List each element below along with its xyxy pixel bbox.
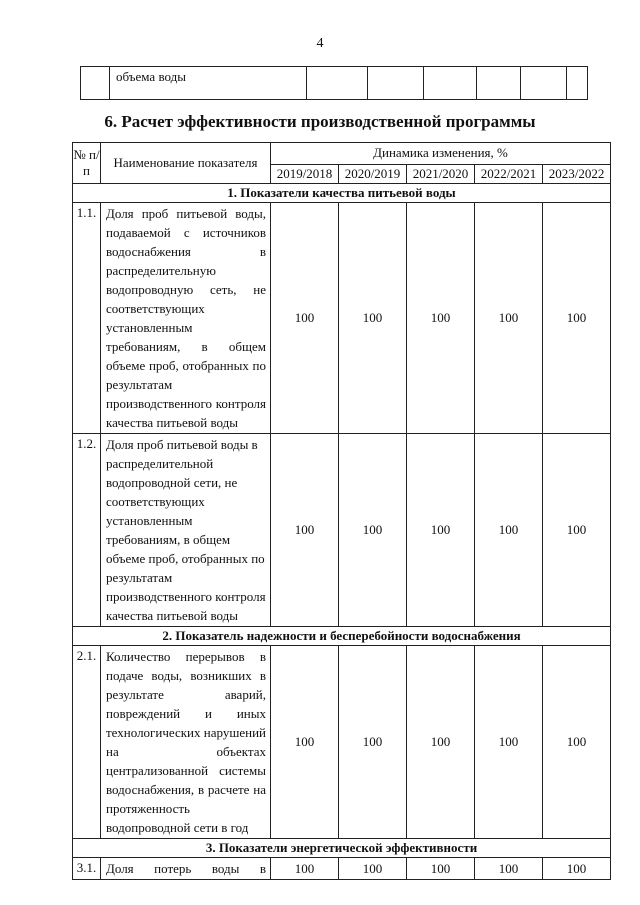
value-cell: 100 <box>407 646 475 839</box>
value-cell: 100 <box>543 858 611 880</box>
fragment-cell <box>81 67 110 100</box>
period-header: 2021/2020 <box>407 164 475 183</box>
page-number: 4 <box>316 36 324 51</box>
value-cell: 100 <box>475 646 543 839</box>
value-cell: 100 <box>407 434 475 627</box>
period-header: 2022/2021 <box>475 164 543 183</box>
col-dynamics-header: Динамика изменения, % <box>271 143 611 165</box>
value-cell: 100 <box>271 646 339 839</box>
period-header: 2019/2018 <box>271 164 339 183</box>
value-cell: 100 <box>475 203 543 434</box>
fragment-cell <box>368 67 424 100</box>
row-number: 3.1. <box>73 858 101 880</box>
row-name: Доля потерь воды в <box>101 858 271 880</box>
value-cell: 100 <box>339 203 407 434</box>
fragment-cell <box>567 67 588 100</box>
period-header: 2020/2019 <box>339 164 407 183</box>
efficiency-table <box>72 142 611 880</box>
previous-table-fragment <box>80 66 588 100</box>
value-cell: 100 <box>407 203 475 434</box>
section-heading: 6. Расчет эффективности производственной программы <box>104 112 536 131</box>
section-title: 2. Показатель надежности и бесперебойности водоснабжения <box>73 627 611 646</box>
fragment-cell <box>424 67 477 100</box>
value-cell: 100 <box>339 434 407 627</box>
row-number: 1.1. <box>73 203 101 434</box>
col-number-header: № п/п <box>73 143 101 184</box>
section-title: 3. Показатели энергетической эффективности <box>73 839 611 858</box>
value-cell: 100 <box>271 434 339 627</box>
row-name: Доля проб питьевой воды в распределительной водопроводной сети, не соответствующих установленным требованиям, в общем объеме проб, отобранных по результатам производственного контроля качества питьевой воды <box>101 434 271 627</box>
value-cell: 100 <box>543 646 611 839</box>
col-name-header: Наименование показателя <box>101 143 271 184</box>
fragment-cell <box>521 67 567 100</box>
value-cell: 100 <box>475 858 543 880</box>
period-header: 2023/2022 <box>543 164 611 183</box>
fragment-label: объема воды <box>110 67 307 100</box>
value-cell: 100 <box>271 858 339 880</box>
value-cell: 100 <box>543 203 611 434</box>
section-title: 1. Показатели качества питьевой воды <box>73 184 611 203</box>
value-cell: 100 <box>339 858 407 880</box>
value-cell: 100 <box>407 858 475 880</box>
row-number: 1.2. <box>73 434 101 627</box>
value-cell: 100 <box>339 646 407 839</box>
fragment-cell <box>307 67 368 100</box>
row-name: Доля проб питьевой воды, подаваемой с источников водоснабжения в распределительную водопроводную сеть, не соответствующих установленным требованиям, в общем объеме проб, отобранных по результатам производственного контроля качества питьевой воды <box>101 203 271 434</box>
value-cell: 100 <box>543 434 611 627</box>
value-cell: 100 <box>271 203 339 434</box>
row-number: 2.1. <box>73 646 101 839</box>
row-name: Количество перерывов в подаче воды, возникших в результате аварий, повреждений и иных технологических нарушений на объектах централизованной системы водоснабжения, в расчете на протяженность водопроводной сети в год <box>101 646 271 839</box>
fragment-cell <box>477 67 521 100</box>
value-cell: 100 <box>475 434 543 627</box>
